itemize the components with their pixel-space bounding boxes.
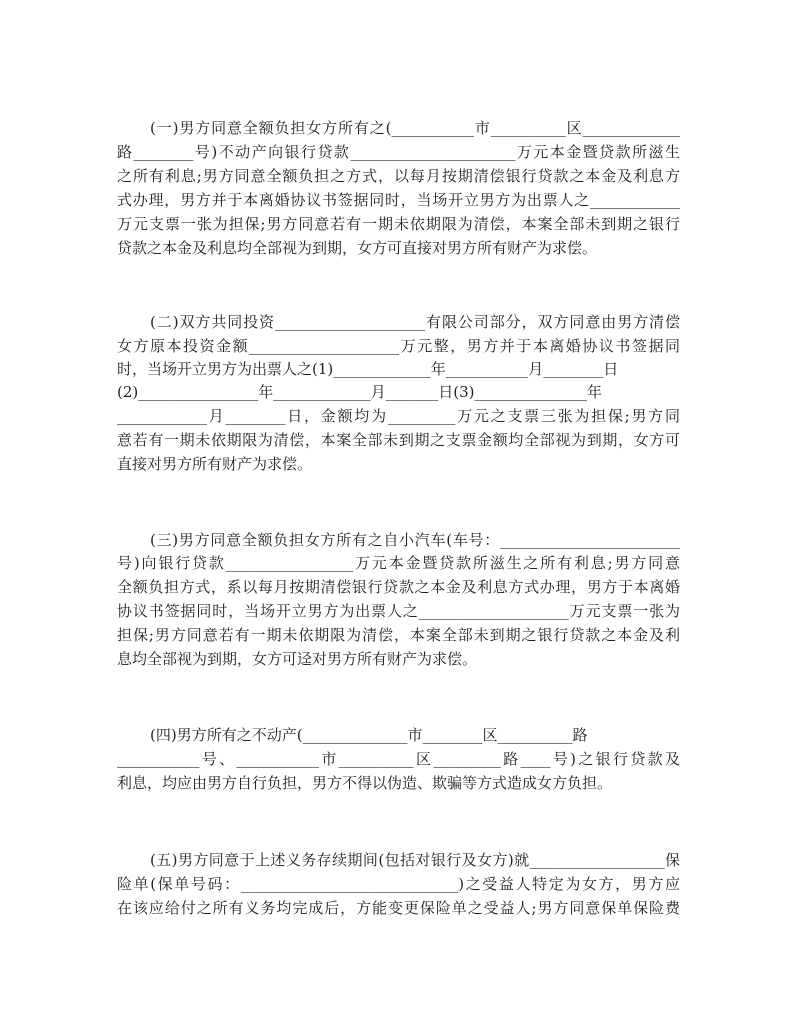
paragraph-line: (三)男方同意全额负担女方所有之自小汽车(车号：________________________ <box>150 531 680 549</box>
paragraph-line: ___________号、___________市__________区_________路____号)之银行贷款及 <box>117 750 680 768</box>
paragraph-line: (二)双方共同投资____________________有限公司部分，双方同意由男方清偿 <box>150 313 680 331</box>
paragraph-line: 贷款之本金及利息均全部视为到期，女方可直接对男方所有财产为求偿。 <box>117 239 598 257</box>
paragraph-line: 险单(保单号码：_____________________________)之受益人特定为女方，男方应 <box>117 875 680 893</box>
paragraph-line: 协议书签据同时，当场开立男方为出票人之____________________万元支票一张为 <box>117 602 680 620</box>
paragraph-line: 路________号)不动产向银行贷款______________________万元本金暨贷款所滋生 <box>117 143 680 161</box>
paragraph-line: 息均全部视为到期，女方可迳对男方所有财产为求偿。 <box>117 650 478 668</box>
paragraph-line: 在该应给付之所有义务均完成后，方能变更保险单之受益人;男方同意保单保险费 <box>117 899 680 917</box>
paragraph-line: (2)________________年_____________月_______日(3)_______________年 <box>117 383 602 401</box>
paragraph-line: 意若有一期未依期限为清偿，本案全部未到期之支票金额均全部视为到期，女方可 <box>117 431 680 449</box>
paragraph-line: ____________月________日，金额均为_________万元之支票三张为担保;男方同 <box>117 407 680 425</box>
paragraph-line: 全额负担方式，系以每月按期清偿银行贷款之本金及利息方式办理，男方于本离婚 <box>117 578 680 596</box>
paragraph-line: 式办理，男方并于本离婚协议书签据同时，当场开立男方为出票人之____________ <box>117 191 680 209</box>
paragraph-line: 女方原本投资金额____________________万元整，男方并于本离婚协议书签据同 <box>117 337 680 355</box>
paragraph-line: 之所有利息;男方同意全额负担之方式，以每月按期清偿银行贷款之本金及利息方 <box>117 167 680 185</box>
paragraph-line: (五)男方同意于上述义务存续期间(包括对银行及女方)就__________________保 <box>150 851 680 869</box>
paragraph-line: 万元支票一张为担保;男方同意若有一期未依期限为清偿，本案全部未到期之银行 <box>117 215 680 233</box>
paragraph-line: (一)男方同意全额负担女方所有之(___________市__________区_____________ <box>150 119 680 137</box>
paragraph-line: 号)向银行贷款_________________万元本金暨贷款所滋生之所有利息;男方同意 <box>117 554 680 572</box>
paragraph-line: 直接对男方所有财产为求偿。 <box>117 455 313 473</box>
paragraph-line: 利息，均应由男方自行负担，男方不得以伪造、欺骗等方式造成女方负担。 <box>117 774 613 792</box>
paragraph-line: (四)男方所有之不动产(______________市________区__________路 <box>150 726 588 744</box>
paragraph-line: 担保;男方同意若有一期未依期限为清偿，本案全部未到期之银行贷款之本金及利 <box>117 626 680 644</box>
paragraph-line: 时，当场开立男方为出票人之(1)_____________年___________月________日 <box>117 360 619 378</box>
